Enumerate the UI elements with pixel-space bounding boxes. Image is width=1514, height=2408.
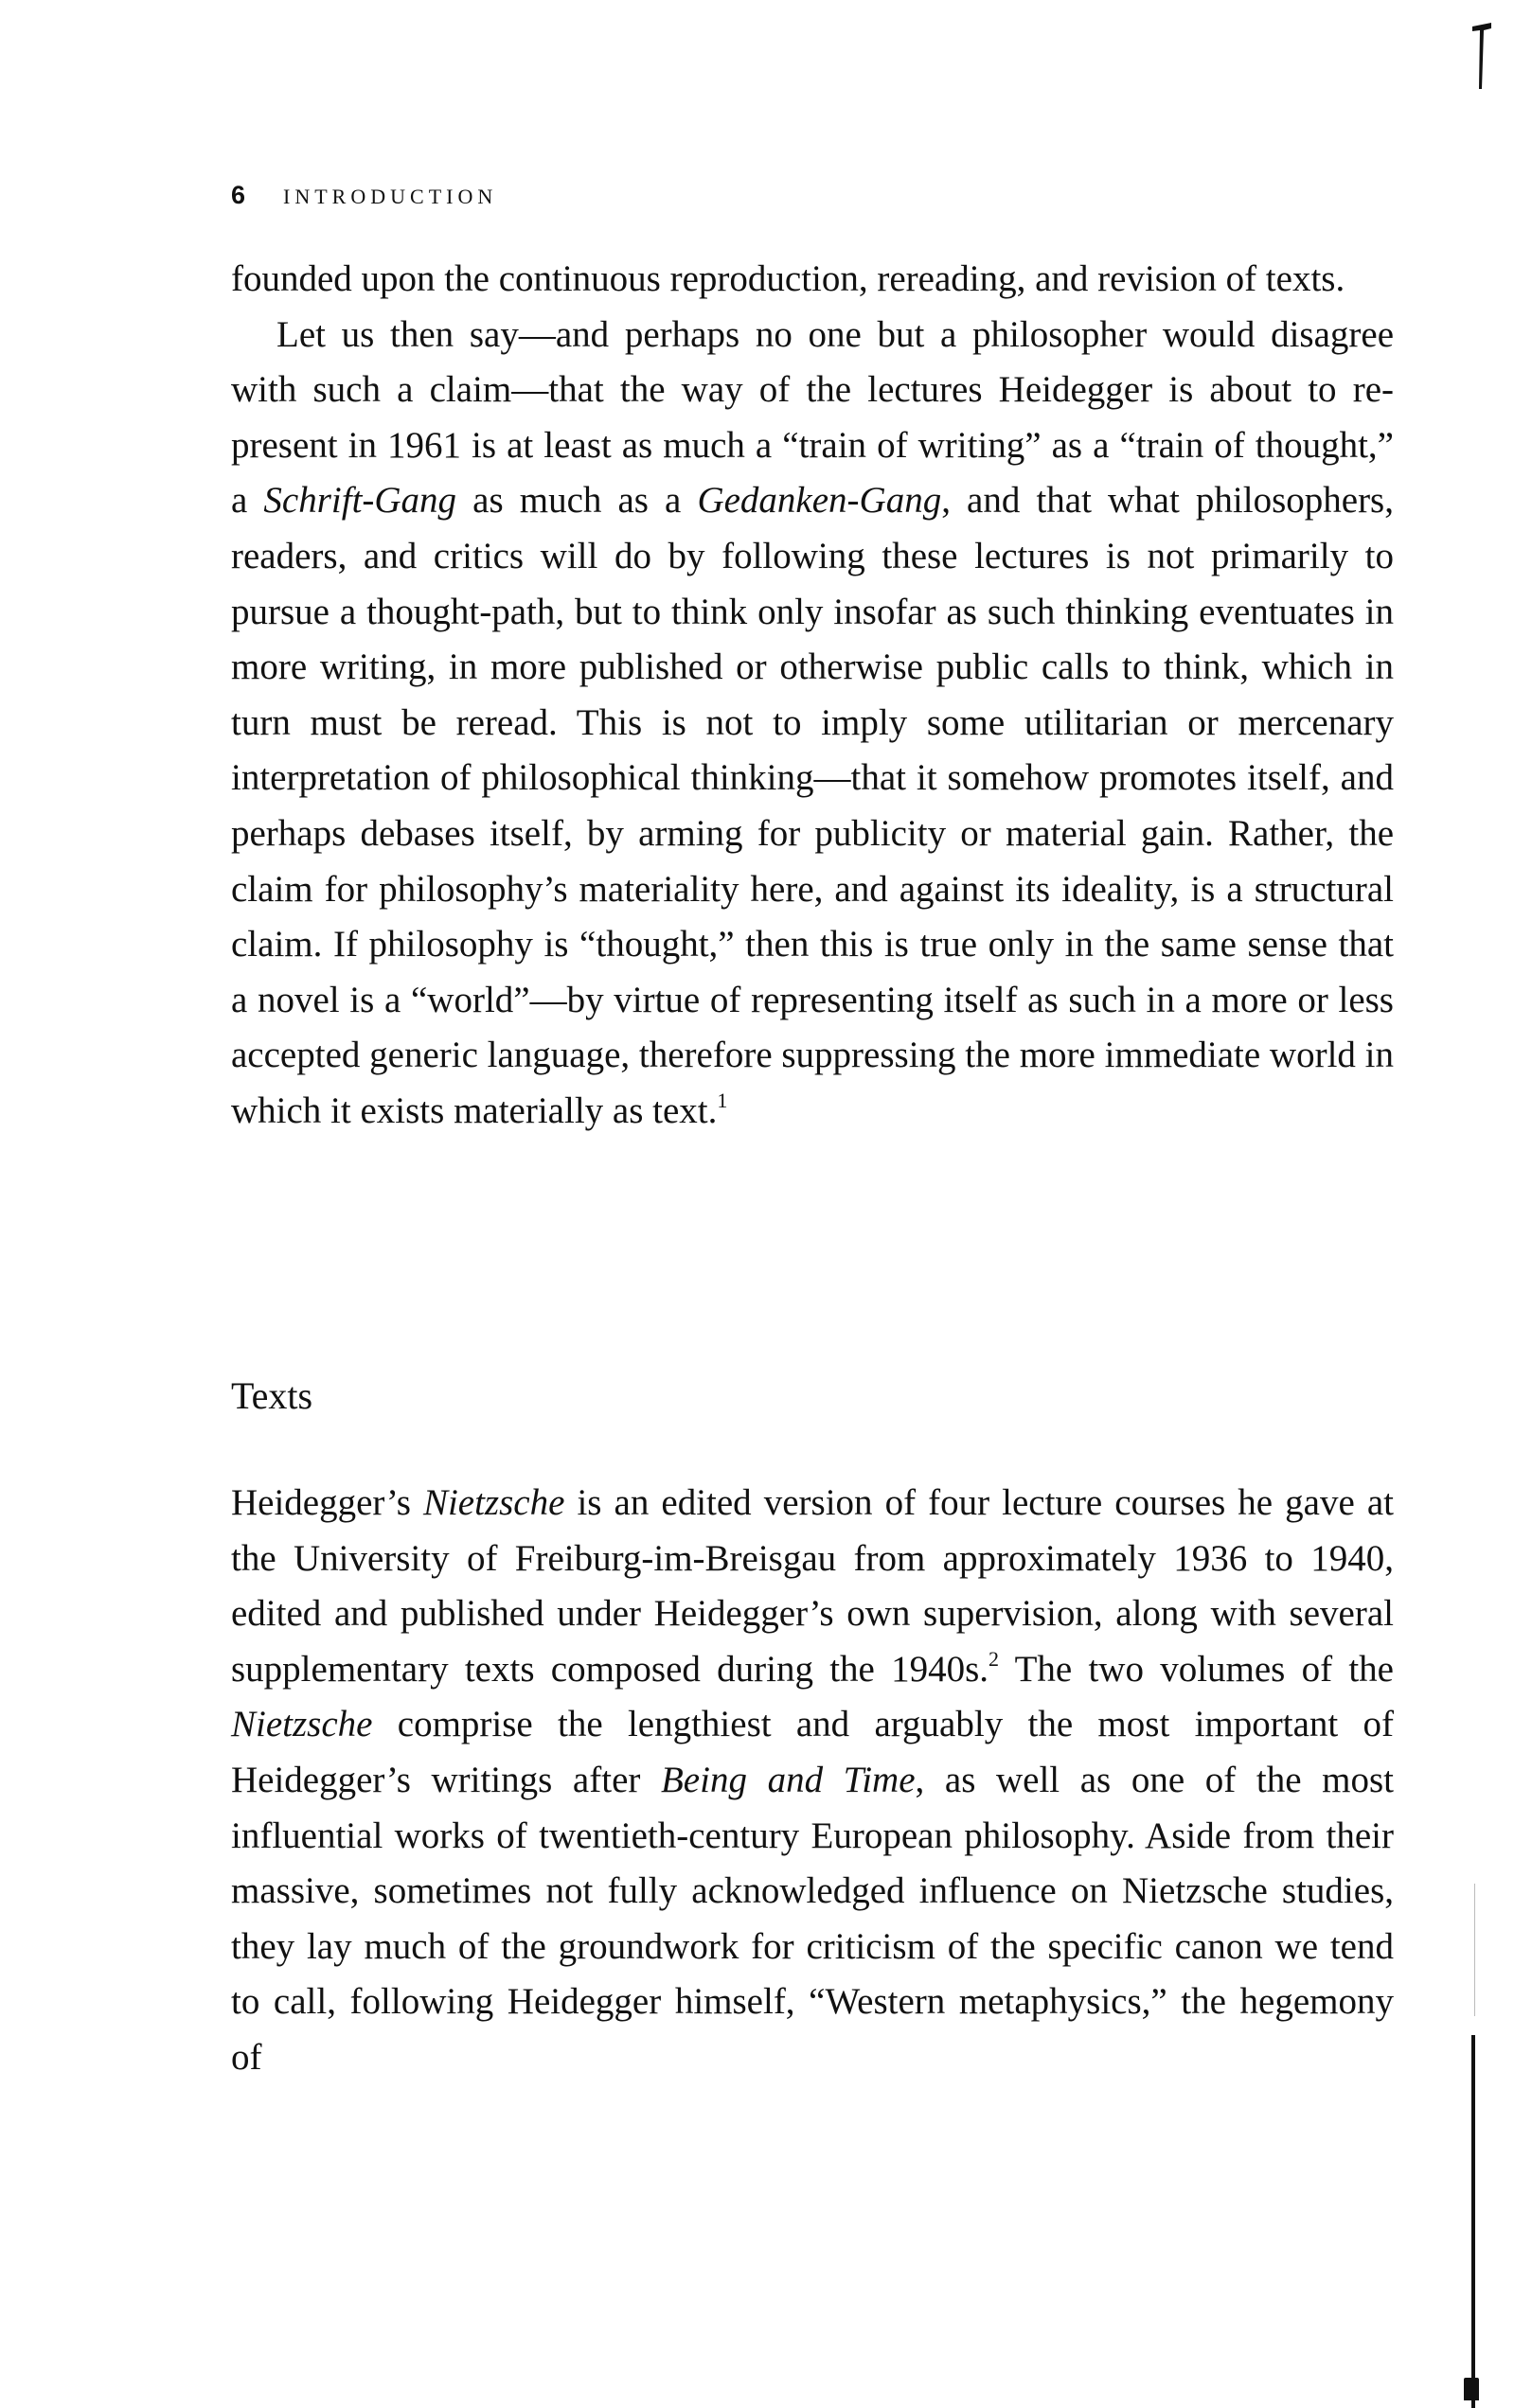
italic-text: Nietzsche <box>422 1482 565 1523</box>
text-run: comprise the lengthiest and arguably the most important of Heidegger’s writings after <box>231 1704 1394 1800</box>
page-number: 6 <box>231 181 246 209</box>
text-run: The two volumes of the <box>999 1648 1394 1690</box>
italic-text: Gedanken-Gang <box>697 480 942 522</box>
text-run: , as well as one of the most influential works of twentieth-century European philosophy. Aside from their massive, sometimes not fully acknowledged influence on Nietzsche studies, they lay much of the groundwork for criticism of the specific canon we tend to call, following Heidegger himself, “Western metaphysics,” the hegemony of <box>231 1759 1394 2078</box>
section-heading: Texts <box>231 1374 313 1417</box>
page-edge-foot <box>1464 2378 1479 2400</box>
italic-text: Being and Time <box>660 1759 916 1800</box>
paragraph <box>231 252 1394 308</box>
running-head-title: INTRODUCTION <box>283 185 498 208</box>
body-text-top <box>231 252 1394 1140</box>
paragraph <box>231 308 1394 1140</box>
running-head <box>231 178 497 214</box>
body-text-bottom <box>231 1476 1394 2086</box>
text-run: , and that what philosophers, readers, and critics will do by following these lectures is not primarily to pursue a thought-path, but to think only insofar as such thinking eventuates in more writing, in more published or otherwise public calls to think, which in turn must be reread. This is not to imply some utilitarian or mercenary interpretation of philosophical thinking—that it somehow promotes itself, and perhaps debases itself, by arming for publicity or material gain. Rather, the claim for philosophy’s materiality here, and against its ideality, is a structural claim. If philosophy is “thought,” then this is true only in the same sense that a novel is a “world”—by virtue of representing itself as such in a more or less accepted generic language, therefore suppressing the more immediate world in which it exists materially as text. <box>231 480 1395 1131</box>
scan-edge-mark <box>1472 23 1491 89</box>
gutter-shadow <box>1474 1884 1475 2016</box>
paragraph <box>231 1476 1394 2086</box>
text-run: Heidegger’s <box>231 1482 423 1523</box>
text-run: as much as a <box>456 480 698 522</box>
footnote-marker: 1 <box>717 1088 728 1112</box>
italic-text: Nietzsche <box>231 1704 373 1745</box>
italic-text: Schrift-Gang <box>263 480 457 522</box>
text-run: founded upon the continuous reproduction, rereading, and revision of texts. <box>231 258 1345 299</box>
text-run: is an edited version of four lecture courses he gave at the University of Freiburg-im-Breisgau from approximately 1936 to 1940, edited and published under Heidegger’s own supervision, along with several supplementary texts composed during the 1940s. <box>231 1482 1394 1690</box>
page-edge-rule <box>1471 2035 1475 2408</box>
footnote-marker: 2 <box>989 1646 1000 1671</box>
text-run: Let us then say—and perhaps no one but a philosopher would disagree with such a claim—that the way of the lectures Heidegger is about to re-present in 1961 is at least as much a “train of writing” as a “train of thought,” a <box>231 313 1394 522</box>
